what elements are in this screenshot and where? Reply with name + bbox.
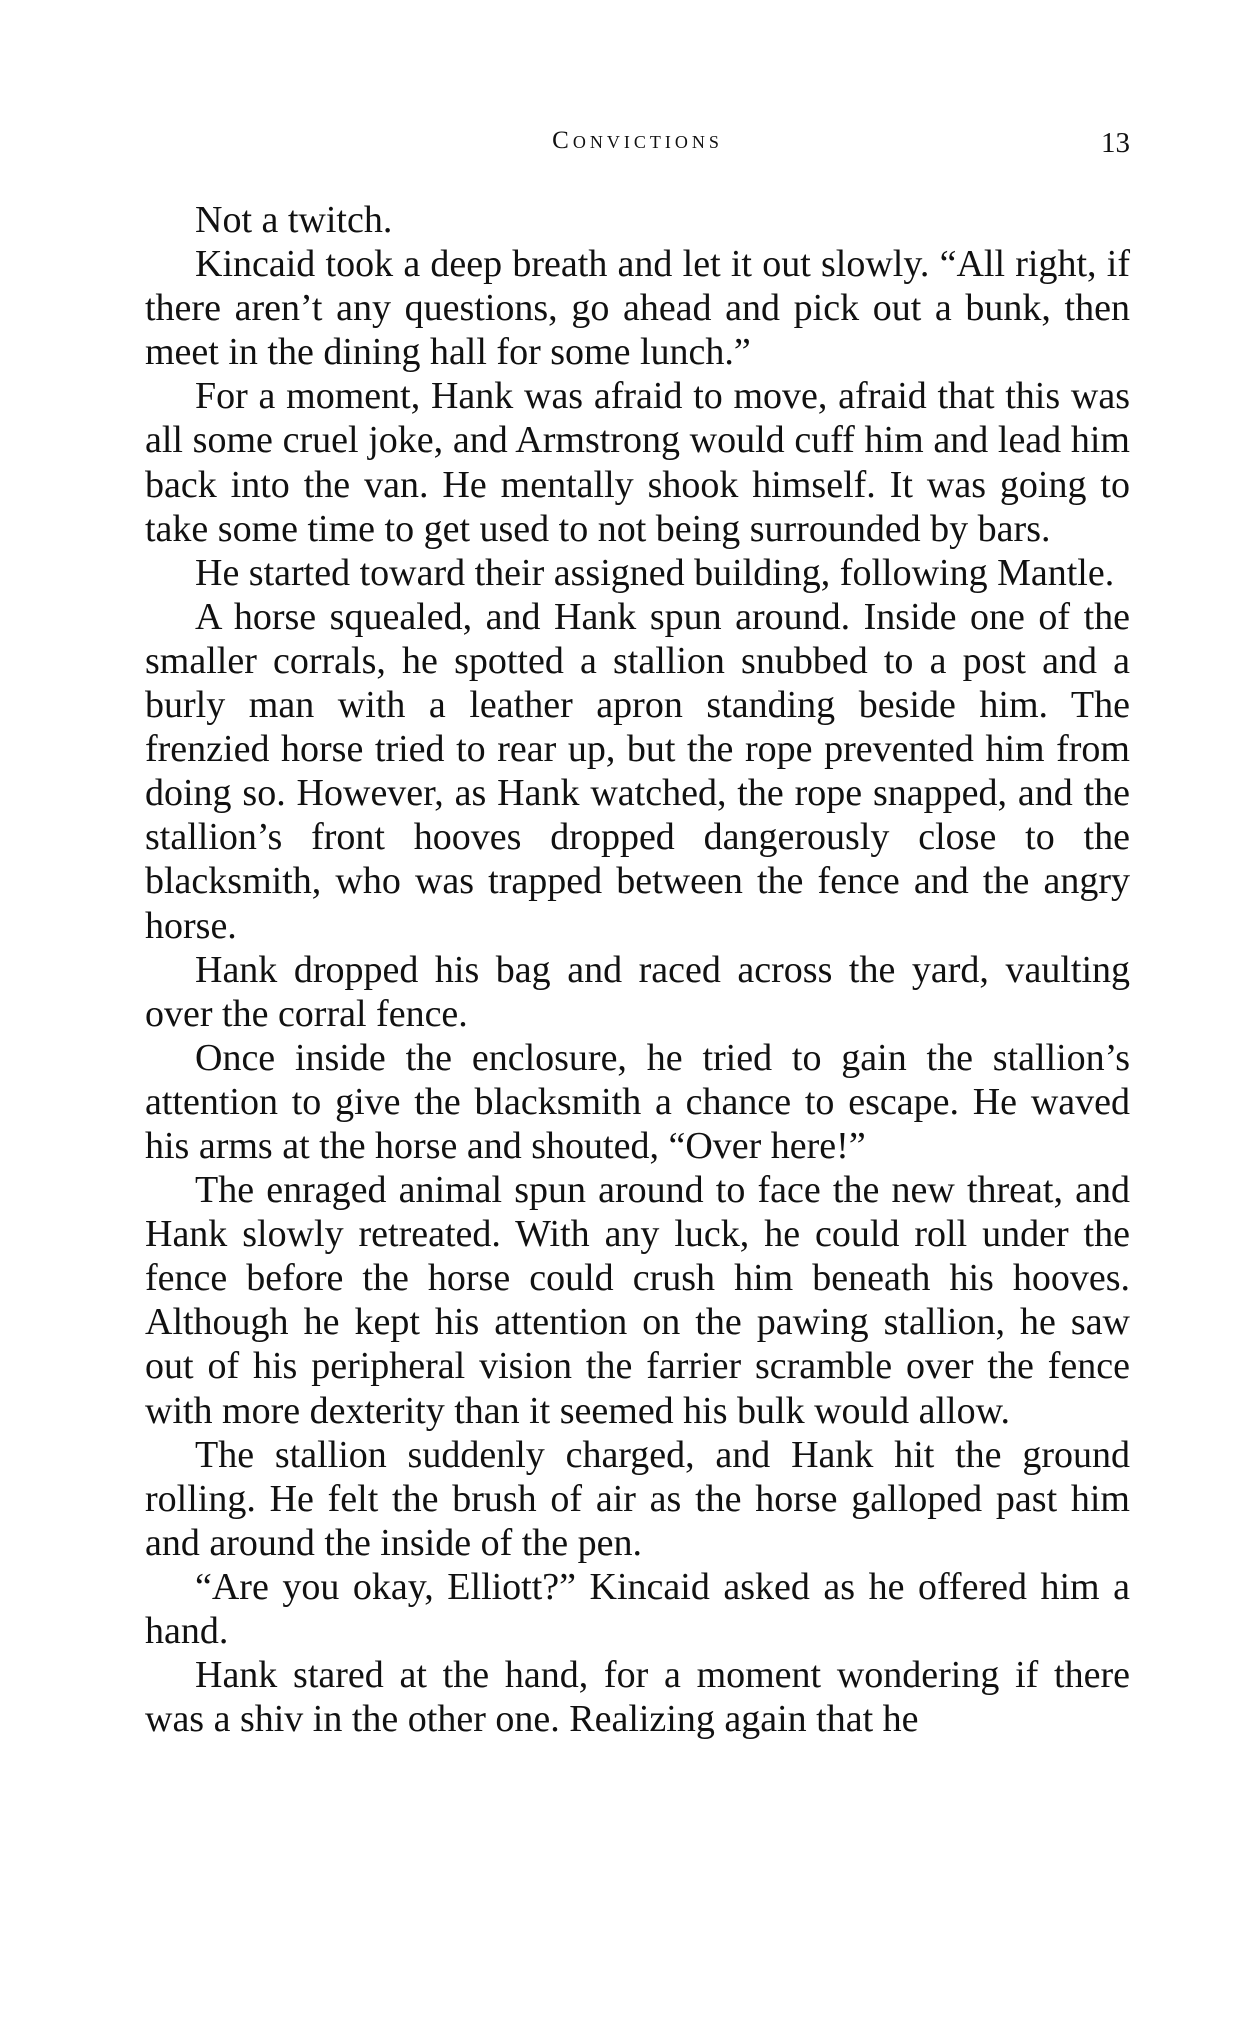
running-title: Convictions <box>552 127 723 154</box>
running-head <box>145 127 1130 167</box>
paragraph: A horse squealed, and Hank spun around. Inside one of the smaller corrals, he spotted a stallion snubbed to a post and a burly man with a leather apron standing beside him. The frenzied horse tried to rear up, but the rope prevented him from doing so. However, as Hank watched, the rope snapped, and the stallion’s front hooves dropped dangerously close to the blacksmith, who was trapped between the fence and the angry horse. <box>145 595 1130 947</box>
body-text <box>145 198 1130 1741</box>
paragraph: “Are you okay, Elliott?” Kincaid asked as he offered him a hand. <box>145 1565 1130 1652</box>
paragraph: Kincaid took a deep breath and let it out slowly. “All right, if there aren’t any questions, go ahead and pick out a bunk, then meet in the dining hall for some lunch.” <box>145 243 1130 374</box>
paragraph: For a moment, Hank was afraid to move, afraid that this was all some cruel joke, and Armstrong would cuff him and lead him back into the van. He mentally shook himself. It was going to take some time to get used to not being surrounded by bars. <box>145 375 1130 550</box>
paragraph: Once inside the enclosure, he tried to gain the stallion’s attention to give the blacksmith a chance to escape. He waved his arms at the horse and shouted, “Over here!” <box>145 1036 1130 1167</box>
paragraph: Hank stared at the hand, for a moment wondering if there was a shiv in the other one. Realizing again that he <box>145 1654 1130 1741</box>
paragraph: The stallion suddenly charged, and Hank hit the ground rolling. He felt the brush of air as the horse galloped past him and around the inside of the pen. <box>145 1433 1130 1564</box>
paragraph: He started toward their assigned building, following Mantle. <box>195 551 1115 594</box>
page-number: 13 <box>1101 127 1130 159</box>
paragraph: The enraged animal spun around to face the new threat, and Hank slowly retreated. With any luck, he could roll under the fence before the horse could crush him beneath his hooves. Although he kept his attention on the pawing stallion, he saw out of his peripheral vision the farrier scramble over the fence with more dexterity than it seemed his bulk would allow. <box>145 1169 1130 1432</box>
paragraph: Hank dropped his bag and raced across the yard, vaulting over the corral fence. <box>145 948 1130 1035</box>
paragraph: Not a twitch. <box>195 199 393 241</box>
